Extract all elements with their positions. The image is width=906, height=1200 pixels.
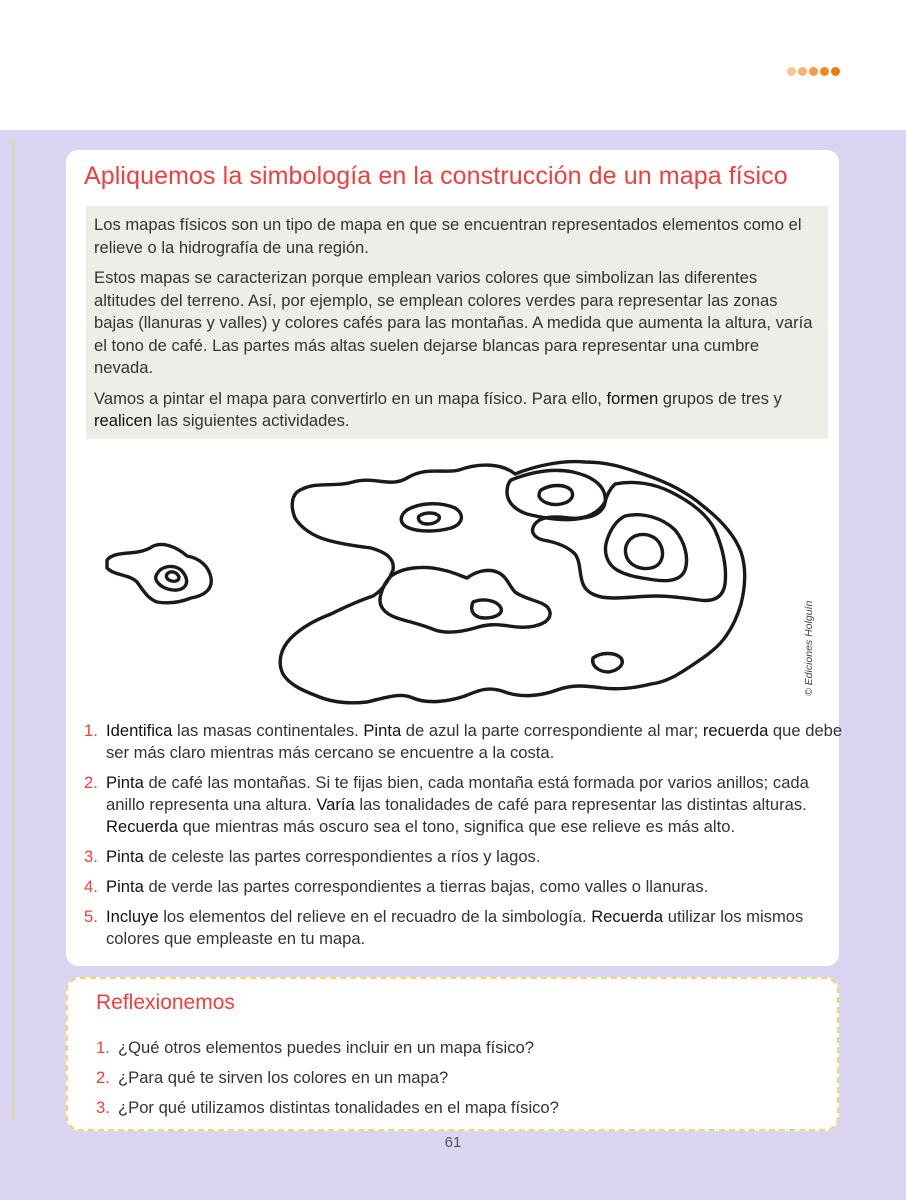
mountain-contour — [401, 504, 461, 531]
lake — [593, 654, 623, 673]
activity-item — [84, 906, 844, 950]
lake — [472, 600, 502, 618]
keyword: formen — [606, 388, 659, 408]
question-text: ¿Para qué te sirven los colores en un mapa? — [118, 1068, 449, 1087]
question-number: 1. — [96, 1038, 110, 1057]
mountain-contour — [418, 513, 439, 524]
activity-number: 4. — [84, 877, 98, 896]
page-number: 61 — [444, 1134, 462, 1151]
activity-text: de celeste las partes correspondientes a ríos y lagos. — [143, 847, 541, 866]
intro-paragraph-1: Los mapas físicos son un tipo de mapa en que se encuentran representados elementos como el relieve o la hidrografía de una región. — [94, 215, 802, 257]
section-title: Apliquemos la simbología en la construcción de un mapa físico — [84, 162, 788, 190]
activity-text: las tonalidades de café para representar las distintas alturas. — [354, 795, 807, 814]
activity-text: los elementos del relieve en el recuadro de la simbología. — [158, 907, 592, 926]
activity-verb: recuerda — [702, 721, 769, 740]
contour-ring — [166, 572, 179, 581]
activity-number: 1. — [84, 721, 98, 740]
contour-ring — [156, 567, 187, 591]
mountain-contour — [605, 515, 686, 581]
activity-number: 5. — [84, 907, 98, 926]
question-text: ¿Qué otros elementos puedes incluir en un mapa físico? — [118, 1038, 534, 1057]
reflection-questions — [96, 1037, 559, 1127]
activity-text: utilizar los mismos colores que empleaste en tu mapa. — [106, 907, 804, 948]
activity-verb: Pinta — [106, 877, 144, 896]
activity-verb: Identifica — [106, 721, 173, 740]
question-text: ¿Por qué utilizamos distintas tonalidades en el mapa físico? — [118, 1098, 559, 1117]
activity-verb: Recuerda — [591, 907, 664, 926]
section-dot — [787, 67, 796, 76]
section-dots — [787, 67, 840, 76]
mountain-contour — [625, 534, 662, 568]
keyword: realicen — [94, 411, 153, 430]
activity-number: 2. — [84, 773, 98, 792]
mountain-contour — [539, 486, 573, 505]
reflection-title: Reflexionemos — [96, 991, 235, 1014]
mountain-contour — [507, 470, 605, 519]
activity-item — [84, 720, 844, 764]
activity-verb: Recuerda — [106, 817, 178, 836]
intro-paragraph-3 — [94, 388, 818, 433]
intro-text: Vamos a pintar el mapa para convertirlo en un mapa físico. Para ello, — [94, 388, 607, 408]
activity-verb: Pinta — [363, 721, 402, 740]
activity-item — [84, 772, 844, 838]
section-dot — [809, 67, 818, 76]
activity-verb: Incluye — [106, 907, 159, 926]
activity-text: de azul la parte correspondiente al mar; — [401, 721, 703, 740]
activity-item — [84, 846, 844, 868]
activity-text: de café las montañas. Si te fijas bien, cada montaña está formada por varios anillos; cada anillo representa una altura. — [106, 773, 809, 814]
reflection-box — [66, 977, 839, 1131]
contour-map — [95, 452, 815, 712]
binding-strip — [0, 140, 14, 1120]
question-number: 2. — [96, 1068, 110, 1087]
activity-text: de verde las partes correspondientes a tierras bajas, como valles o llanuras. — [143, 877, 709, 896]
section-dot — [798, 67, 807, 76]
reflection-question — [96, 1037, 559, 1059]
intro-text: grupos de tres y — [658, 388, 782, 408]
continent-main — [280, 462, 745, 703]
intro-text: las siguientes actividades. — [152, 411, 350, 430]
activity-text: que mientras más oscuro sea el tono, significa que ese relieve es más alto. — [177, 817, 736, 836]
activity-text: que debe ser más claro mientras más cercano se encuentre a la costa. — [106, 721, 843, 762]
intro-box — [86, 206, 828, 439]
section-dot — [820, 67, 829, 76]
activities-list — [84, 720, 844, 958]
activity-item — [84, 876, 844, 898]
intro-paragraph-2: Estos mapas se caracterizan porque emplean varios colores que simbolizan las diferentes altitudes del terreno. Así, por ejemplo, se emplean colores verdes para representar las zonas bajas (llanuras y valles) y colores cafés para las montañas. A medida que aumenta la altura, varía el tono de café. Las partes más altas suelen dejarse blancas para representar una cumbre nevada. — [94, 268, 813, 377]
reflection-question — [96, 1097, 559, 1119]
reflection-question — [96, 1067, 559, 1089]
activity-verb: Pinta — [106, 773, 144, 792]
activity-text: las masas continentales. — [172, 721, 364, 740]
section-dot — [831, 67, 840, 76]
question-number: 3. — [96, 1098, 110, 1117]
activity-verb: Pinta — [106, 847, 144, 866]
activity-verb: Varía — [316, 795, 355, 814]
activity-number: 3. — [84, 847, 98, 866]
copyright-note: © Ediciones Holguín — [803, 600, 815, 696]
contour-ring — [380, 568, 550, 633]
